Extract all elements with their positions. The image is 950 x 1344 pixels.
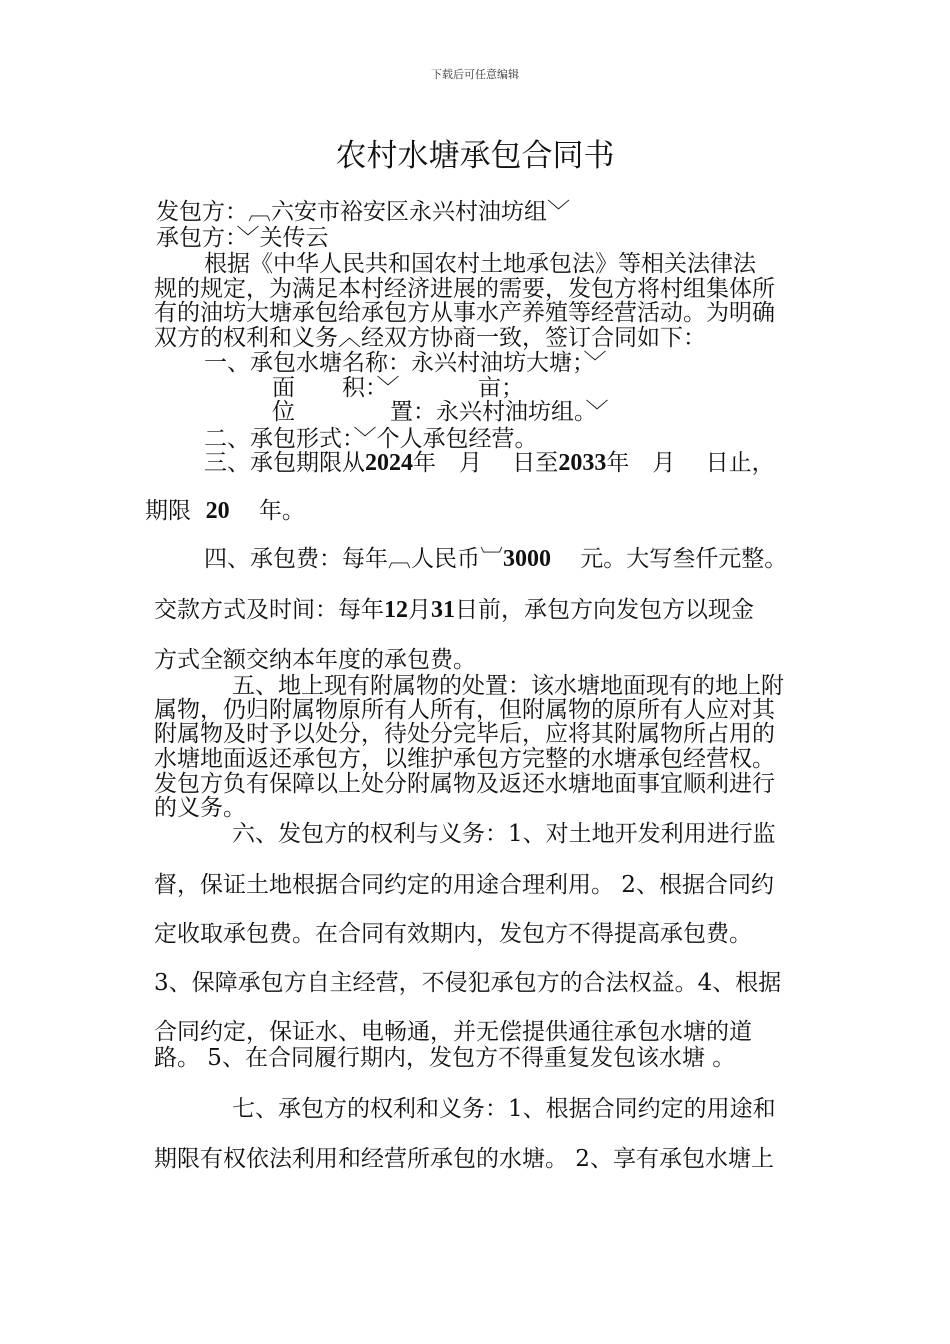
clause-1-area-label: 面 [272, 375, 295, 401]
clause-5-line-1: 五、地上现有附属物的处置：该水塘地面现有的地上附 [232, 673, 784, 699]
clause-6-line-5: 合同约定，保证水、电畅通，并无偿提供通往承包水塘的道 [154, 1019, 752, 1045]
clause-3-term-unit: 年。 [258, 498, 305, 524]
clause-3-end-year: 2033 [558, 450, 607, 476]
clause-4-line-1 [204, 546, 787, 572]
clause-6-line-2: 督，保证土地根据合同约定的用途合理利用。 2、根据合同约 [154, 872, 774, 898]
clause-3-mid-2: 年 月 日止， [606, 450, 775, 476]
clause-3-term-label: 期限 [145, 498, 191, 524]
clause-4-prefix: 四、承包费：每年︹人民币︺ [204, 546, 503, 572]
clause-5-line-5: 发包方负有保障以上处分附属物及返还水塘地面事宜顺利进行 [154, 771, 775, 797]
clause-6-line-6: 路。 5、在合同履行期内，发包方不得重复发包该水塘 。 [154, 1045, 736, 1071]
clause-4-payment-month-unit: 月 [408, 597, 431, 623]
clause-3-line-2 [145, 498, 305, 524]
clause-4-line-2 [154, 597, 754, 623]
clause-1-area-colon: 积：﹀ [342, 375, 400, 401]
clause-3-line-1 [204, 450, 775, 476]
clause-5-line-3: 附属物及时予以处分，待处分完毕后，应将其附属物所占用的 [154, 721, 775, 747]
clause-4-payment-prefix: 交款方式及时间：每年 [154, 597, 384, 623]
clause-1-location-label: 位 [272, 399, 295, 425]
preamble-line-2: 规的规定，为满足本村经济进展的需要，发包方将村组集体所 [154, 276, 775, 302]
clause-4-payment-suffix: 日前，承包方向发包方以现金 [455, 597, 754, 623]
clause-7-line-2: 期限有权依法利用和经营所承包的水塘。 2、享有承包水塘上 [154, 1146, 774, 1172]
clause-1-location-value: 置：永兴村油坊组。﹀ [390, 399, 609, 425]
clause-1-name: 一、承包水塘名称：永兴村油坊大塘；﹀ [204, 350, 607, 376]
clause-4-payment-day: 31 [431, 597, 455, 623]
clause-3-term-years: 20 [205, 498, 230, 524]
issuer-line: 发包方：︹六安市裕安区永兴村油坊组﹀ [156, 199, 570, 225]
preamble-line-1: 根据《中华人民共和国农村土地承包法》等相关法律法 [204, 251, 756, 277]
clause-4-suffix: 元。大写叁仟元整。 [580, 546, 788, 572]
preamble-line-4: 双方的权利和义务︿经双方协商一致，签订合同如下： [154, 325, 706, 351]
contractor-line: 承包方：﹀关传云 [156, 225, 329, 251]
clause-5-line-2: 属物，仍归附属物原所有人所有，但附属物的原所有人应对其 [154, 697, 775, 723]
clause-3-mid-1: 年 月 日至 [413, 450, 559, 476]
preamble-line-3: 有的油坊大塘承包给承包方从事水产养殖等经营活动。为明确 [154, 300, 775, 326]
clause-6-line-1: 六、发包方的权利与义务：1、对土地开发利用进行监 [232, 821, 776, 847]
clause-3-prefix: 三、承包期限从 [204, 450, 365, 476]
clause-1-area-unit: 亩； [478, 375, 524, 401]
clause-4-line-3: 方式全额交纳本年度的承包费。 [154, 647, 476, 673]
clause-2: 二、承包形式：﹀个人承包经营。 [204, 426, 538, 452]
header-note: 下载后可任意编辑 [431, 68, 519, 81]
clause-4-payment-month: 12 [384, 597, 408, 623]
document-title: 农村水塘承包合同书 [335, 138, 615, 174]
clause-6-line-4: 3、保障承包方自主经营，不侵犯承包方的合法权益。4、根据 [154, 970, 782, 996]
clause-5-line-6: 的义务。 [154, 795, 246, 821]
clause-7-line-1: 七、承包方的权利和义务：1、根据合同约定的用途和 [232, 1096, 776, 1122]
clause-4-amount: 3000 [503, 546, 551, 572]
clause-3-start-year: 2024 [365, 450, 413, 476]
clause-5-line-4: 水塘地面返还承包方，以维护承包方完整的水塘承包经营权。 [154, 746, 775, 772]
clause-6-line-3: 定收取承包费。在合同有效期内，发包方不得提高承包费。 [154, 921, 752, 947]
